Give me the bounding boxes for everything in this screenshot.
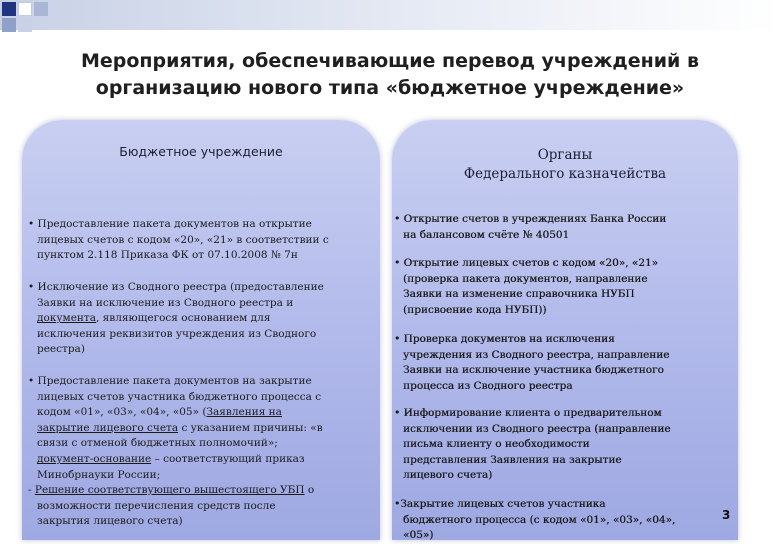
list-item-line: связи с отменой бюджетных полномочий»; xyxy=(37,437,278,450)
underlined-text: закрытие лицевого счета xyxy=(37,421,179,434)
list-item-line: учреждения из Сводного реестра, направление xyxy=(403,348,670,361)
text-span: - xyxy=(28,484,35,497)
list-item xyxy=(394,212,726,243)
list-item xyxy=(394,332,726,394)
decor-square xyxy=(34,2,48,16)
list-item-line: реестра) xyxy=(37,343,85,356)
text-span: о xyxy=(304,484,315,497)
text-span: с указанием причины: «в xyxy=(178,421,323,434)
panel-heading: Бюджетное учреждение xyxy=(119,144,283,159)
page-number: 3 xyxy=(722,508,731,522)
list-item-line: на балансовом счёте № 40501 xyxy=(403,228,570,241)
list-item xyxy=(394,497,726,544)
list-item-line: • Информирование клиента о предварительном xyxy=(394,407,662,419)
panel-heading-line: Органы xyxy=(537,147,593,163)
text-span: – соответствующий приказ xyxy=(151,452,305,465)
list-item-line: лицевого счета) xyxy=(403,469,493,482)
list-item-line: представления Заявления на закрытие xyxy=(403,453,622,466)
underlined-text: Решение соответствующего вышестоящего УБП xyxy=(34,484,305,497)
budget-institution-panel xyxy=(22,120,380,540)
top-decor-band xyxy=(0,0,780,30)
list-item-line: Заявки на исключение из Сводного реестра и xyxy=(37,296,294,309)
list-item xyxy=(28,374,370,530)
list-item-line: письма клиенту о необходимости xyxy=(403,438,590,451)
list-item-line: •Закрытие лицевых счетов участника xyxy=(394,498,606,510)
list-item-line: (проверка пакета документов, направление xyxy=(403,272,648,285)
list-item xyxy=(394,406,726,484)
document-link: документа xyxy=(37,312,96,325)
list-item-line: Минобрнауки России; xyxy=(37,468,161,481)
list-item-line: исключении из Сводного реестра (направление xyxy=(403,422,671,435)
list-item-line xyxy=(28,483,370,499)
list-item-line: • Открытие счетов в учреждениях Банка России xyxy=(394,213,667,225)
list-item-line: • Проверка документов на исключения xyxy=(394,333,615,345)
list-item xyxy=(28,280,370,358)
decor-square xyxy=(2,2,16,16)
list-item-line xyxy=(28,421,370,437)
decor-square xyxy=(2,18,16,32)
list-item-line: «05») xyxy=(403,529,434,542)
underlined-text: документ-основание xyxy=(37,452,152,465)
list-item-line: (присвоение кода НУБП)) xyxy=(403,303,547,316)
panel-heading-line: Федерального казначейства xyxy=(463,166,667,182)
text-span: кодом «01», «03», «04», «05» ( xyxy=(37,406,207,419)
list-item-line: Заявки на изменение справочника НУБП xyxy=(403,288,635,301)
list-item xyxy=(394,256,726,318)
list-item-line: Заявки на исключение участника бюджетного xyxy=(403,364,664,377)
slide-title-line: Мероприятия, обеспечивающие перевод учреждений в xyxy=(80,50,699,72)
decor-square xyxy=(18,2,32,16)
list-item-line: лицевых счетов участника бюджетного процесса с xyxy=(37,390,322,403)
list-item-line xyxy=(28,311,370,327)
list-item-line xyxy=(28,452,370,468)
text-span: , являющегося основанием для xyxy=(95,312,271,325)
list-item-line: исключения реквизитов учреждения из Сводного xyxy=(37,327,317,340)
list-item-line xyxy=(28,405,370,421)
list-item-line: закрытия лицевого счета) xyxy=(37,515,183,528)
slide-title-line: организацию нового типа «бюджетное учреждение» xyxy=(95,77,685,99)
panel-heading xyxy=(392,146,738,184)
list-item-line: • Открытие лицевых счетов с кодом «20», «21» xyxy=(394,257,659,269)
list-item-line: пунктом 2.118 Приказа ФК от 07.10.2008 № 7н xyxy=(37,249,298,262)
list-item-line: бюджетного процесса (с кодом «01», «03», «04», xyxy=(403,513,676,526)
list-item-line: возможности перечисления средств после xyxy=(37,499,276,512)
list-item-line: • Исключение из Сводного реестра (предоставление xyxy=(28,281,324,293)
list-item-line: процесса из Сводного реестра xyxy=(403,379,573,392)
list-item-line: • Предоставление пакета документов на открытие xyxy=(28,218,312,230)
list-item-line: • Предоставление пакета документов на закрытие xyxy=(28,375,312,387)
treasury-panel xyxy=(392,120,738,540)
slide-title xyxy=(40,48,740,102)
underlined-text: Заявления на xyxy=(206,406,282,419)
decor-square xyxy=(18,18,32,32)
list-item-line: лицевых счетов с кодом «20», «21» в соответствии с xyxy=(37,233,329,246)
list-item xyxy=(28,217,370,264)
